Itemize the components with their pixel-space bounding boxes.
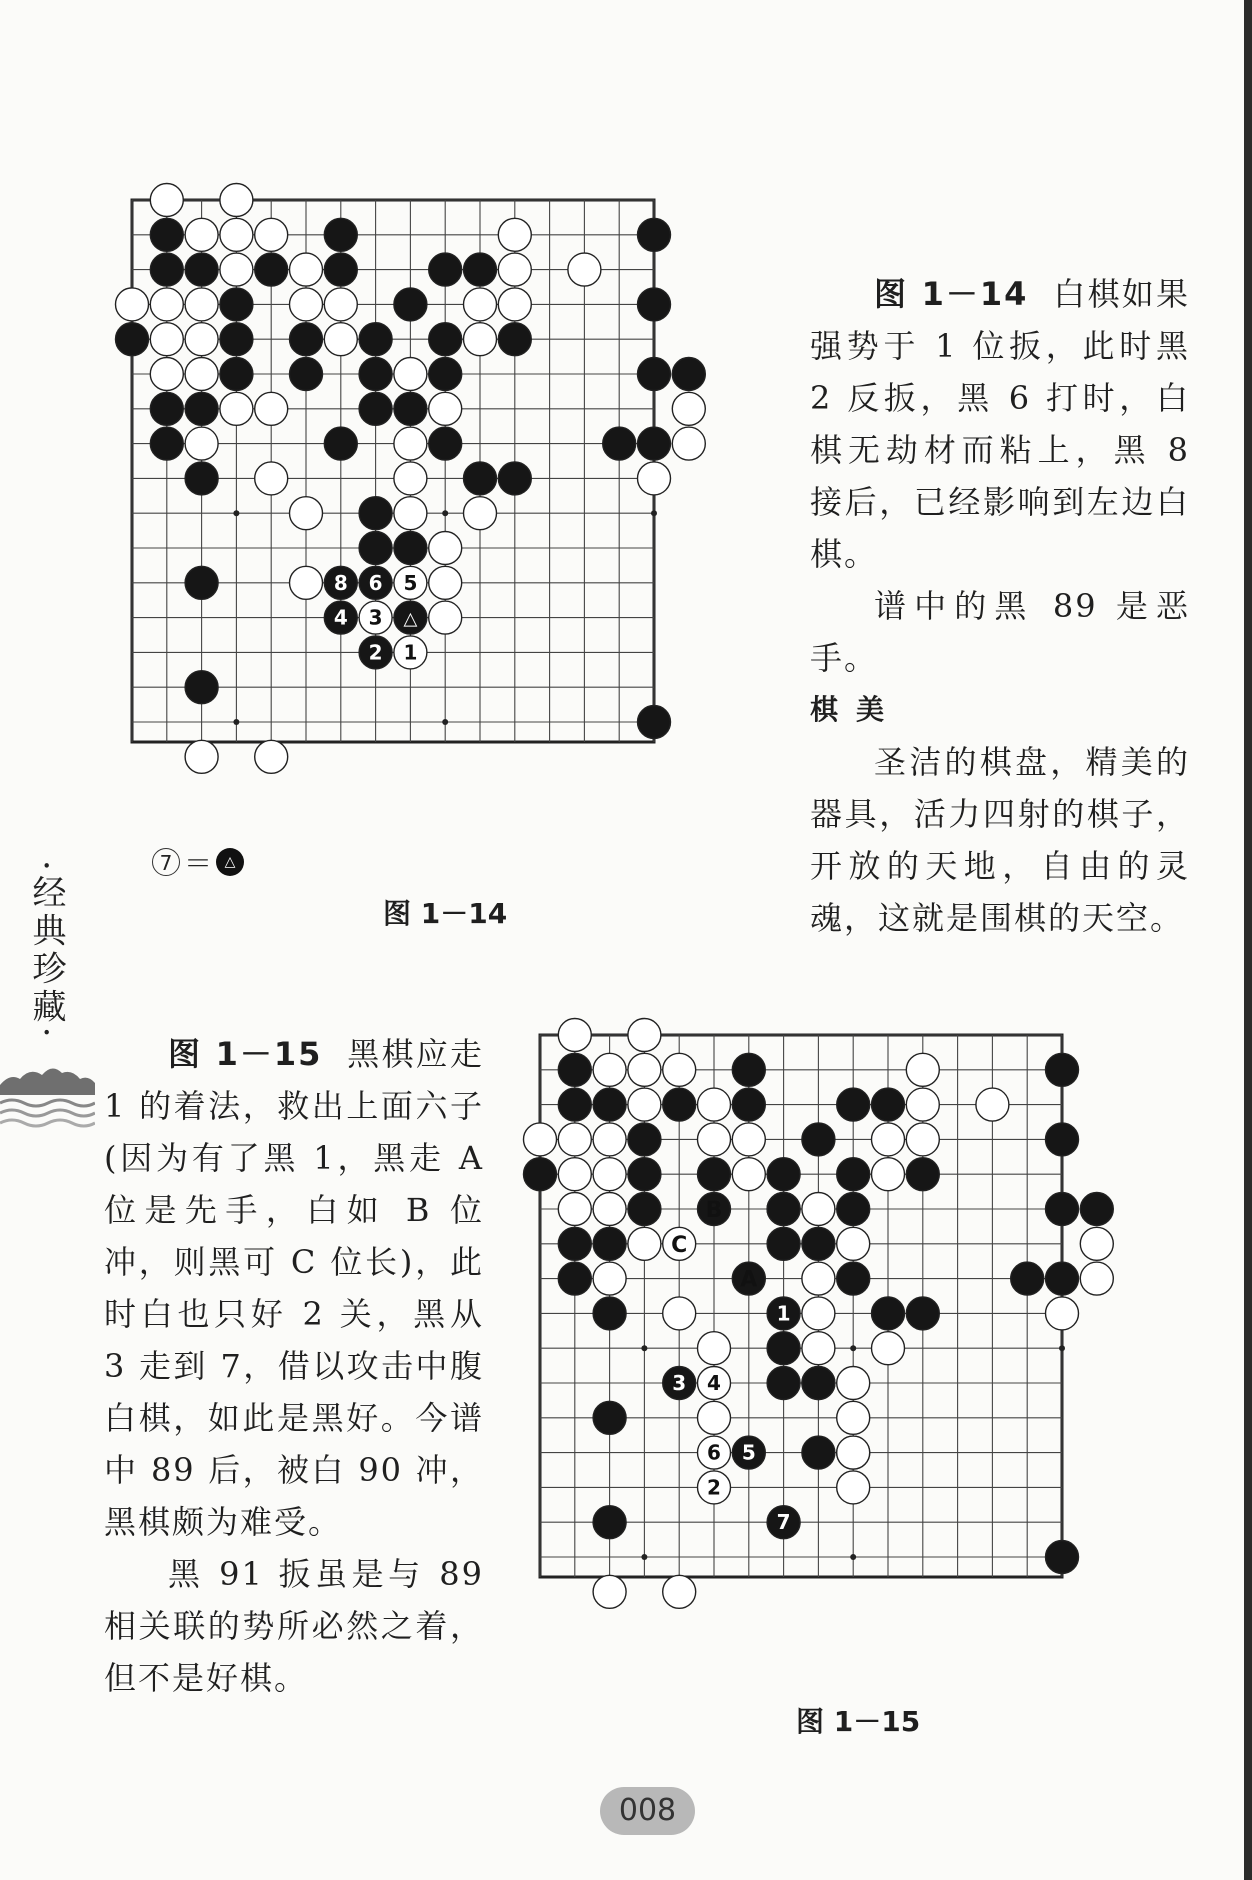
fig15-point-label-b: B	[705, 1198, 723, 1223]
fig14-black-stone	[672, 358, 705, 391]
mountain-wave-decoration-icon	[0, 1045, 95, 1130]
fig14-black-stone	[290, 323, 323, 356]
fig14-white-stone	[568, 253, 601, 286]
sidebar-title: ·经典珍藏·	[26, 860, 66, 1042]
fig14-white-stone	[220, 253, 253, 286]
move-note	[152, 843, 244, 881]
fig15-white-stone	[802, 1332, 835, 1365]
fig-1-14-caption: 图 1－14	[383, 897, 508, 930]
fig15-stone-label: 1	[776, 1301, 791, 1326]
fig14-white-stone	[672, 392, 705, 425]
fig14-black-stone	[394, 288, 427, 321]
fig15-white-stone	[872, 1332, 905, 1365]
fig15-white-stone	[837, 1436, 870, 1469]
fig-1-14-description	[810, 268, 1190, 944]
fig14-white-stone	[185, 323, 218, 356]
fig15-black-stone	[767, 1367, 800, 1400]
fig15-black-stone	[1046, 1053, 1079, 1086]
fig14-white-stone	[255, 218, 288, 251]
fig15-black-stone	[593, 1297, 626, 1330]
fig14-black-stone	[150, 218, 183, 251]
fig14-white-stone	[464, 497, 497, 530]
fig14-black-stone	[464, 462, 497, 495]
fig14-star-point	[442, 719, 448, 725]
fig15-white-stone	[698, 1123, 731, 1156]
fig15-white-stone	[628, 1053, 661, 1086]
fig15-white-stone	[1046, 1297, 1079, 1330]
fig14-black-stone	[359, 392, 392, 425]
fig15-white-stone	[872, 1158, 905, 1191]
fig14-stone-label: 6	[368, 570, 383, 595]
fig-1-14-first-line: 白棋如果	[1053, 275, 1190, 313]
fig14-stone-label: 5	[403, 570, 418, 595]
fig15-white-stone	[628, 1088, 661, 1121]
qi-mei-paragraph: 圣洁的棋盘，精美的器具，活力四射的棋子，开放的天地，自由的灵魂，这就是围棋的天空。	[810, 743, 1190, 937]
fig15-white-stone	[1080, 1227, 1113, 1260]
fig15-black-stone	[1011, 1262, 1044, 1295]
fig14-white-stone	[498, 253, 531, 286]
fig15-white-stone	[593, 1158, 626, 1191]
fig14-black-stone	[394, 532, 427, 565]
fig-1-14-title: 图 1－14	[874, 275, 1029, 313]
fig14-white-stone	[290, 566, 323, 599]
fig14-black-stone	[185, 671, 218, 704]
fig14-white-stone	[220, 184, 253, 217]
fig15-white-stone	[732, 1158, 765, 1191]
fig15-white-stone	[558, 1019, 591, 1052]
fig15-stone-label: 2	[707, 1475, 721, 1500]
fig14-white-stone	[185, 740, 218, 773]
fig15-white-stone	[802, 1262, 835, 1295]
fig14-white-stone	[394, 427, 427, 460]
equals-sign: ＝	[184, 847, 213, 880]
fig15-black-stone	[698, 1158, 731, 1191]
fig15-white-stone	[663, 1575, 696, 1608]
fig15-black-stone	[767, 1227, 800, 1260]
fig15-black-stone	[593, 1401, 626, 1434]
fig15-white-stone	[558, 1123, 591, 1156]
fig14-black-stone	[185, 392, 218, 425]
fig14-white-stone	[255, 462, 288, 495]
fig15-white-stone	[593, 1123, 626, 1156]
fig15-white-stone	[732, 1123, 765, 1156]
fig14-white-stone	[324, 288, 357, 321]
fig14-white-stone	[498, 218, 531, 251]
fig14-white-stone	[429, 392, 462, 425]
fig14-black-stone	[185, 462, 218, 495]
fig14-black-stone	[150, 427, 183, 460]
fig14-stone-label: 1	[403, 640, 418, 665]
fig14-white-stone	[498, 288, 531, 321]
fig-1-15-title: 图 1－15	[168, 1035, 323, 1073]
fig14-black-stone	[359, 323, 392, 356]
fig15-black-stone	[1080, 1193, 1113, 1226]
fig14-white-stone	[464, 288, 497, 321]
fig15-black-stone	[593, 1506, 626, 1539]
fig14-white-stone	[185, 358, 218, 391]
fig14-black-stone	[638, 427, 671, 460]
go-board-fig-1-14	[110, 180, 760, 840]
fig15-white-stone	[558, 1193, 591, 1226]
fig15-white-stone	[802, 1297, 835, 1330]
fig15-black-stone	[558, 1262, 591, 1295]
fig-1-15-body: 1 的着法，救出上面六子(因为有了黑 1，黑走 A 位是先手，白如 B 位冲，则黑可 C 位长)，此时白也只好 2 关，黑从 3 走到 7，借以攻击中腹白棋，如此是黑好。今谱中 89 后，被白 90 冲，黑棋颇为难受。	[104, 1087, 484, 1541]
fig15-black-stone	[837, 1158, 870, 1191]
fig14-star-point	[651, 510, 657, 516]
fig15-star-point	[850, 1345, 856, 1351]
fig15-white-stone	[837, 1471, 870, 1504]
fig15-white-stone	[872, 1123, 905, 1156]
fig15-white-stone	[524, 1123, 557, 1156]
fig15-white-stone	[698, 1401, 731, 1434]
fig14-white-stone	[429, 532, 462, 565]
fig15-white-stone	[906, 1088, 939, 1121]
fig14-black-stone	[324, 218, 357, 251]
fig15-black-stone	[767, 1332, 800, 1365]
fig14-black-stone	[429, 323, 462, 356]
fig15-black-stone	[802, 1436, 835, 1469]
qi-mei-subheading: 棋美	[810, 693, 903, 726]
fig15-black-stone	[558, 1088, 591, 1121]
fig14-black-stone	[429, 358, 462, 391]
fig14-black-stone	[255, 253, 288, 286]
fig14-white-stone	[464, 323, 497, 356]
fig14-black-stone	[324, 427, 357, 460]
fig14-white-stone	[290, 288, 323, 321]
fig15-black-stone	[837, 1088, 870, 1121]
fig14-black-stone	[150, 253, 183, 286]
fig14-stone-label: 4	[333, 605, 348, 630]
fig15-white-stone	[976, 1088, 1009, 1121]
fig15-black-stone	[524, 1158, 557, 1191]
fig15-black-stone	[628, 1123, 661, 1156]
fig15-black-stone	[1046, 1541, 1079, 1574]
fig15-black-stone	[906, 1297, 939, 1330]
fig-1-15-caption: 图 1－15	[796, 1705, 921, 1738]
fig14-black-stone	[324, 253, 357, 286]
fig14-white-stone	[290, 497, 323, 530]
fig15-black-stone	[558, 1227, 591, 1260]
fig14-white-stone	[290, 253, 323, 286]
fig14-white-stone	[220, 218, 253, 251]
fig14-black-stone	[429, 427, 462, 460]
fig15-black-stone	[906, 1158, 939, 1191]
fig15-black-stone	[1046, 1193, 1079, 1226]
fig14-black-stone	[464, 253, 497, 286]
fig14-white-stone	[324, 323, 357, 356]
fig15-black-stone	[558, 1053, 591, 1086]
fig14-white-stone	[150, 184, 183, 217]
fig15-stone-label: 5	[741, 1440, 756, 1465]
fig14-black-stone	[220, 288, 253, 321]
fig15-black-stone	[802, 1367, 835, 1400]
fig14-star-point	[442, 510, 448, 516]
fig14-white-stone	[220, 392, 253, 425]
fig15-black-stone	[802, 1123, 835, 1156]
fig14-star-point	[233, 719, 239, 725]
fig15-white-stone	[1080, 1262, 1113, 1295]
fig14-white-stone	[116, 288, 149, 321]
fig15-white-stone	[628, 1019, 661, 1052]
fig14-black-stone	[638, 358, 671, 391]
fig-1-15-comment: 黑 91 扳虽是与 89 相关联的势所必然之着，但不是好棋。	[104, 1555, 484, 1697]
fig15-black-stone	[593, 1227, 626, 1260]
page-number: 008	[600, 1787, 695, 1835]
series-sidebar	[22, 860, 66, 1042]
fig14-black-stone	[638, 288, 671, 321]
triangle-marked-stone-icon: △	[216, 848, 244, 876]
fig14-stone-label: 2	[368, 640, 383, 665]
fig15-black-stone	[837, 1262, 870, 1295]
fig15-white-stone	[837, 1401, 870, 1434]
fig15-point-label-a: A	[740, 1267, 758, 1293]
fig15-white-stone	[593, 1575, 626, 1608]
fig14-black-stone	[394, 392, 427, 425]
fig14-white-stone	[394, 497, 427, 530]
fig14-black-stone	[359, 497, 392, 530]
fig15-black-stone	[1046, 1123, 1079, 1156]
fig15-point-label-c: C	[671, 1232, 688, 1258]
fig15-black-stone	[872, 1297, 905, 1330]
fig14-white-stone	[255, 392, 288, 425]
fig15-black-stone	[732, 1053, 765, 1086]
fig15-white-stone	[628, 1227, 661, 1260]
fig15-black-stone	[663, 1088, 696, 1121]
fig14-white-stone	[185, 218, 218, 251]
fig15-white-stone	[698, 1088, 731, 1121]
fig15-star-point	[850, 1554, 856, 1560]
fig14-black-stone	[359, 532, 392, 565]
fig14-black-stone	[185, 253, 218, 286]
fig15-white-stone	[837, 1367, 870, 1400]
fig15-black-stone	[767, 1193, 800, 1226]
fig14-black-stone	[290, 358, 323, 391]
fig14-black-stone	[185, 566, 218, 599]
fig14-white-stone	[255, 740, 288, 773]
fig15-white-stone	[593, 1262, 626, 1295]
fig14-black-stone	[220, 358, 253, 391]
fig-1-15-first-line: 黑棋应走	[347, 1035, 484, 1073]
fig15-stone-label: 3	[672, 1371, 687, 1395]
fig14-black-stone	[498, 462, 531, 495]
fig15-black-stone	[802, 1227, 835, 1260]
fig14-white-stone	[429, 601, 462, 634]
fig15-white-stone	[663, 1053, 696, 1086]
fig14-white-stone	[394, 462, 427, 495]
fig14-black-stone	[603, 427, 636, 460]
fig14-white-stone	[429, 566, 462, 599]
fig15-black-stone	[628, 1158, 661, 1191]
fig-1-14-body: 强势于 1 位扳，此时黑 2 反扳，黑 6 打时，白棋无劫材而粘上，黑 8 接后，已经影响到左边白棋。	[810, 327, 1190, 573]
fig15-star-point	[1059, 1345, 1065, 1351]
fig15-white-stone	[593, 1193, 626, 1226]
fig15-black-stone	[872, 1088, 905, 1121]
fig14-black-stone	[359, 358, 392, 391]
fig15-star-point	[641, 1554, 647, 1560]
fig15-white-stone	[663, 1297, 696, 1330]
fig15-white-stone	[698, 1332, 731, 1365]
fig15-white-stone	[906, 1053, 939, 1086]
fig15-black-stone	[593, 1088, 626, 1121]
fig15-white-stone	[802, 1193, 835, 1226]
fig14-black-stone	[638, 218, 671, 251]
fig14-white-stone	[394, 358, 427, 391]
fig15-stone-label: 6	[707, 1440, 721, 1465]
fig15-stone-label: 7	[776, 1510, 791, 1535]
fig14-stone-label: 3	[368, 605, 383, 630]
fig15-black-stone	[767, 1158, 800, 1191]
fig-1-15-description	[104, 1028, 484, 1704]
fig14-white-stone	[150, 323, 183, 356]
fig15-stone-label: 4	[707, 1371, 721, 1395]
fig14-white-stone	[185, 288, 218, 321]
fig-1-14-comment: 谱中的黑 89 是恶手。	[810, 587, 1190, 677]
fig14-black-stone	[150, 392, 183, 425]
fig15-white-stone	[837, 1227, 870, 1260]
fig15-black-stone	[732, 1088, 765, 1121]
fig14-black-stone	[498, 323, 531, 356]
fig14-white-stone	[150, 288, 183, 321]
fig15-black-stone	[1046, 1262, 1079, 1295]
fig14-stone-label: 8	[333, 570, 348, 595]
fig14-white-stone	[672, 427, 705, 460]
fig14-star-point	[233, 510, 239, 516]
fig15-white-stone	[593, 1053, 626, 1086]
fig14-white-stone	[185, 427, 218, 460]
fig15-star-point	[641, 1345, 647, 1351]
fig14-black-stone	[638, 706, 671, 739]
fig14-stone-label: △	[403, 608, 418, 630]
fig15-white-stone	[906, 1123, 939, 1156]
fig15-black-stone	[628, 1193, 661, 1226]
fig14-black-stone	[429, 253, 462, 286]
fig14-black-stone	[220, 323, 253, 356]
fig14-black-stone	[116, 323, 149, 356]
circled-seven: 7	[152, 848, 180, 876]
fig14-white-stone	[150, 358, 183, 391]
go-board-fig-1-15	[518, 1015, 1168, 1675]
fig14-white-stone	[638, 462, 671, 495]
fig15-white-stone	[558, 1158, 591, 1191]
fig15-black-stone	[837, 1193, 870, 1226]
